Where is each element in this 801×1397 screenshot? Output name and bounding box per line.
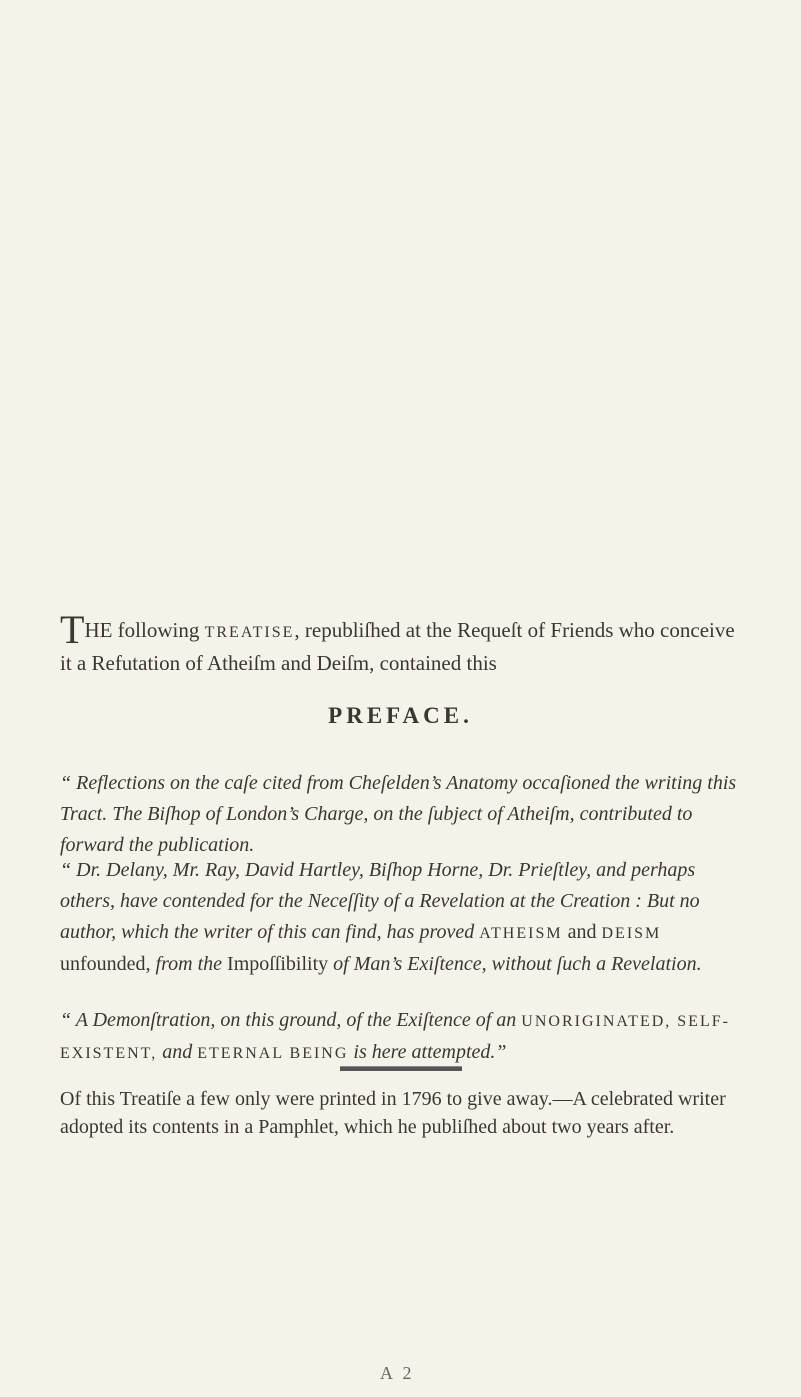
atheism-word: ATHEISM — [479, 925, 563, 942]
impossibility-word: Impoſſibility — [227, 953, 329, 975]
drop-cap: T — [60, 607, 85, 652]
preface-heading: PREFACE. — [328, 703, 473, 728]
quote-reflections: “ Reflections on the caſe cited from Cheſelden’s Anatomy occaſioned the writing this Tract. The Biſhop of London’s Charge, on the ſubject of Atheiſm, contributed to forward the publication. — [60, 772, 737, 856]
quote3-and: and — [157, 1041, 198, 1063]
quote2-from-the: from the — [155, 953, 228, 975]
quote-demonstration — [60, 1005, 750, 1069]
quote2-and: and — [562, 921, 602, 943]
quote2-text-a: “ Dr. Delany, Mr. Ray, David Hartley, Biſhop Horne, Dr. Prieſtley, and perhaps others, have contended for the Neceſſity of a Revelation at the Creation : But no author, which the writer of this can find, has proved — [60, 859, 700, 943]
quote3-text-b: is here attempted.” — [348, 1041, 507, 1063]
quote3-text-a: “ A Demonſtration, on this ground, of the Exiſtence of an — [60, 1009, 522, 1031]
quote3-smallcaps-1: UNORIGINATED, SELF-EXISTENT, — [60, 1013, 730, 1062]
treatise-word: TREATISE — [204, 624, 295, 641]
closing-paragraph: Of this Treatiſe a few only were printed in 1796 to give away.—A celebrated writer adopted its contents in a Pamphlet, which he publiſhed about two years after. — [60, 1088, 726, 1138]
quote2-text-b: of Man’s Exiſtence, without ſuch a Revelation. — [328, 953, 702, 975]
quote2-unfounded: unfounded, — [60, 953, 156, 975]
divider-rule — [340, 1066, 462, 1071]
quote-delany — [60, 855, 750, 980]
intro-text-a: HE following — [84, 618, 205, 642]
intro-text-b: , republiſhed at the Requeſt of Friends who conceive it a Refutation of Atheiſm and Deiſm, contained this — [60, 618, 735, 675]
quote3-smallcaps-2: ETERNAL BEING — [197, 1045, 349, 1062]
intro-paragraph — [60, 607, 750, 679]
deism-word: DEISM — [601, 925, 662, 942]
page-signature: A 2 — [380, 1363, 415, 1383]
